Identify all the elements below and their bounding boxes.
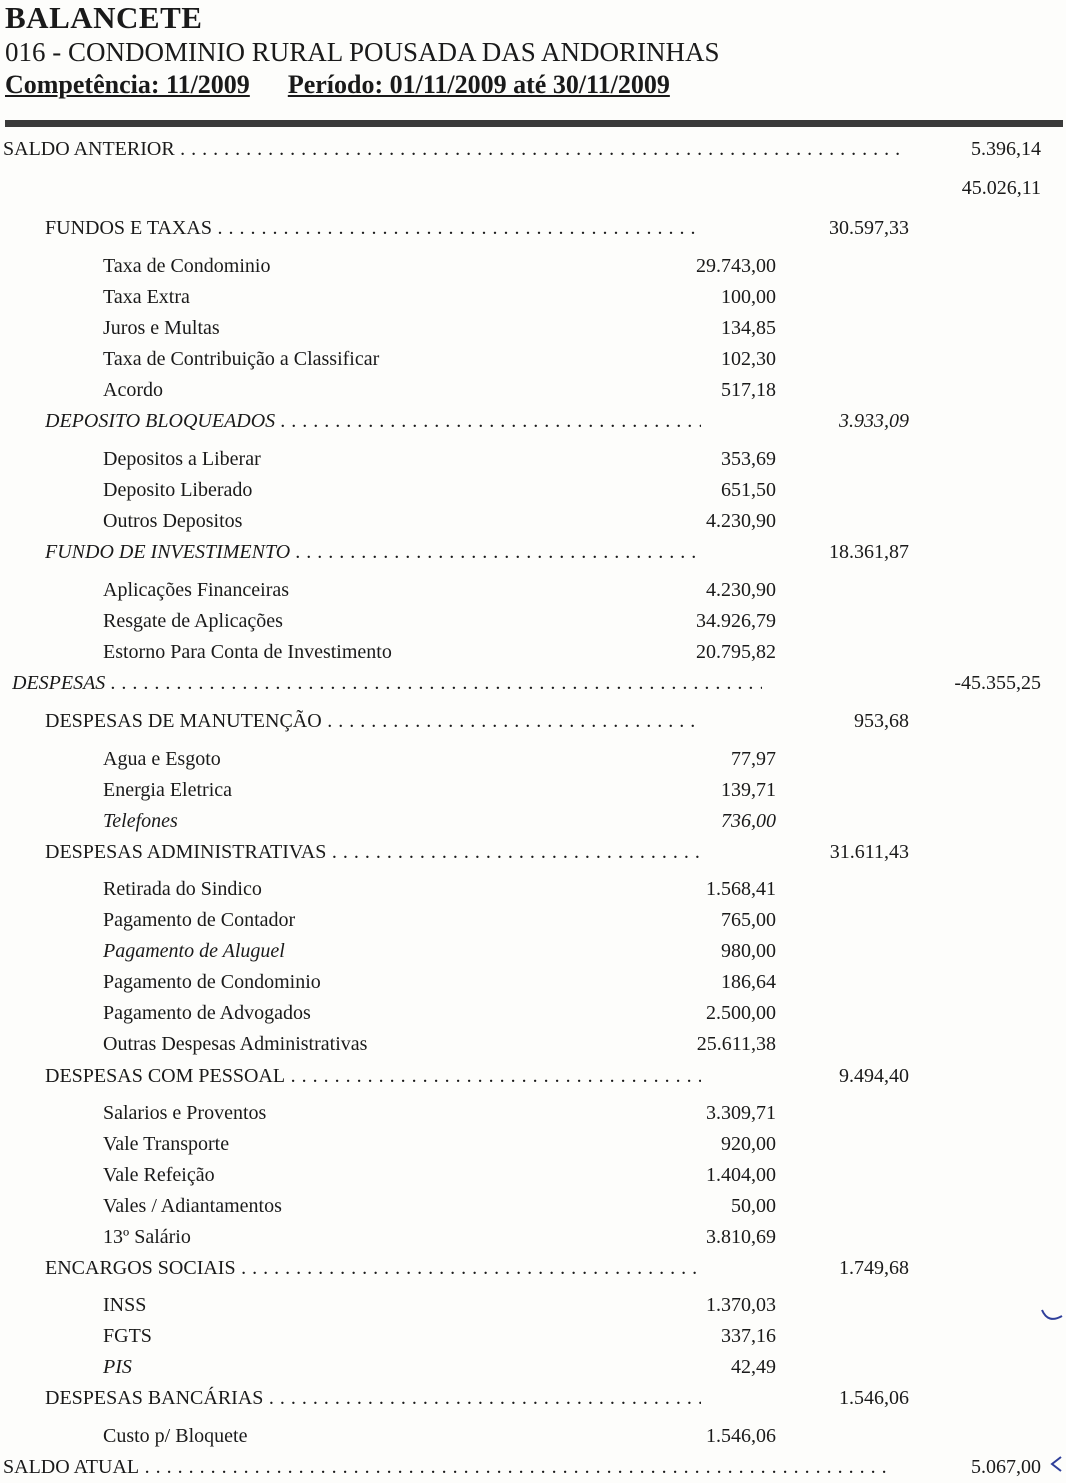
item-value: 651,50 bbox=[721, 479, 776, 501]
item-value: 1.404,00 bbox=[706, 1164, 776, 1186]
item-row bbox=[0, 1421, 1066, 1452]
item-value: 100,00 bbox=[721, 286, 776, 308]
item-row bbox=[0, 1352, 1066, 1383]
group-row bbox=[0, 706, 1066, 737]
group-total: 1.749,68 bbox=[839, 1257, 909, 1279]
item-label: Vale Transporte bbox=[103, 1133, 230, 1155]
item-row bbox=[0, 1222, 1066, 1253]
group-row bbox=[0, 1061, 1066, 1092]
condominium-name: 016 - CONDOMINIO RURAL POUSADA DAS ANDORINHAS bbox=[5, 37, 720, 67]
saldo-anterior-label: SALDO ANTERIOR . . . bbox=[3, 134, 901, 165]
item-row bbox=[0, 998, 1066, 1029]
item-row bbox=[0, 575, 1066, 606]
item-label: Pagamento de Contador bbox=[103, 909, 296, 931]
item-row bbox=[0, 606, 1066, 637]
group-row bbox=[0, 213, 1066, 244]
item-label: Agua e Esgoto bbox=[103, 748, 221, 770]
group-total: 30.597,33 bbox=[829, 217, 909, 239]
item-row bbox=[0, 506, 1066, 537]
item-row bbox=[0, 936, 1066, 967]
item-value: 102,30 bbox=[721, 348, 776, 370]
item-row bbox=[0, 905, 1066, 936]
group-row bbox=[0, 1383, 1066, 1414]
item-label: Taxa Extra bbox=[103, 286, 190, 308]
period-line bbox=[5, 70, 670, 100]
item-value: 139,71 bbox=[721, 779, 776, 801]
receitas-total-value: 45.026,11 bbox=[961, 177, 1041, 199]
saldo-anterior-value: 5.396,14 bbox=[971, 138, 1041, 160]
saldo-anterior-row bbox=[0, 134, 1066, 165]
item-row bbox=[0, 1098, 1066, 1129]
item-label: Deposito Liberado bbox=[103, 479, 253, 501]
item-value: 134,85 bbox=[721, 317, 776, 339]
item-row bbox=[0, 344, 1066, 375]
item-row bbox=[0, 251, 1066, 282]
item-label: INSS bbox=[103, 1294, 147, 1316]
item-value: 29.743,00 bbox=[696, 255, 776, 277]
item-label: Depositos a Liberar bbox=[103, 448, 261, 470]
item-row bbox=[0, 313, 1066, 344]
item-label: Resgate de Aplicações bbox=[103, 610, 283, 632]
item-label: 13º Salário bbox=[103, 1226, 191, 1248]
item-value: 517,18 bbox=[721, 379, 776, 401]
item-value: 337,16 bbox=[721, 1325, 776, 1347]
item-label: Pagamento de Aluguel bbox=[103, 940, 285, 962]
item-row bbox=[0, 806, 1066, 837]
group-label: DESPESAS BANCÁRIAS . . . bbox=[45, 1383, 701, 1414]
saldo-atual-row bbox=[0, 1452, 1066, 1483]
report-title: BALANCETE bbox=[5, 0, 203, 35]
item-value: 25.611,38 bbox=[696, 1033, 776, 1055]
item-row bbox=[0, 967, 1066, 998]
item-label: Outras Despesas Administrativas bbox=[103, 1033, 368, 1055]
item-value: 50,00 bbox=[731, 1195, 776, 1217]
group-label: FUNDOS E TAXAS . . . bbox=[45, 213, 701, 244]
item-value: 1.546,06 bbox=[706, 1425, 776, 1447]
item-value: 920,00 bbox=[721, 1133, 776, 1155]
item-value: 1.370,03 bbox=[706, 1294, 776, 1316]
item-row bbox=[0, 444, 1066, 475]
item-value: 765,00 bbox=[721, 909, 776, 931]
item-row bbox=[0, 874, 1066, 905]
item-value: 3.309,71 bbox=[706, 1102, 776, 1124]
item-row bbox=[0, 1129, 1066, 1160]
item-label: Salarios e Proventos bbox=[103, 1102, 267, 1124]
item-label: Vales / Adiantamentos bbox=[103, 1195, 282, 1217]
group-row bbox=[0, 1253, 1066, 1284]
item-label: FGTS bbox=[103, 1325, 152, 1347]
group-total: 31.611,43 bbox=[829, 841, 909, 863]
item-label: PIS bbox=[103, 1356, 132, 1378]
item-value: 3.810,69 bbox=[706, 1226, 776, 1248]
competencia-label: Competência: 11/2009 bbox=[5, 70, 250, 99]
despesas-row bbox=[0, 668, 1066, 699]
group-label: DESPESAS DE MANUTENÇÃO . . . bbox=[45, 706, 701, 737]
group-total: 3.933,09 bbox=[839, 410, 909, 432]
receitas-total-row bbox=[0, 173, 1066, 204]
group-total: 1.546,06 bbox=[839, 1387, 909, 1409]
item-label: Retirada do Sindico bbox=[103, 878, 262, 900]
despesas-value: -45.355,25 bbox=[954, 672, 1041, 694]
item-row bbox=[0, 1160, 1066, 1191]
group-label: DESPESAS ADMINISTRATIVAS . . . bbox=[45, 837, 701, 868]
item-row bbox=[0, 1029, 1066, 1060]
pen-check-mark bbox=[1038, 1300, 1064, 1326]
group-row bbox=[0, 537, 1066, 568]
item-label: Telefones bbox=[103, 810, 178, 832]
item-label: Vale Refeição bbox=[103, 1164, 215, 1186]
group-label: DEPOSITO BLOQUEADOS . . . bbox=[45, 406, 701, 437]
item-row bbox=[0, 637, 1066, 668]
item-label: Aplicações Financeiras bbox=[103, 579, 290, 601]
item-label: Acordo bbox=[103, 379, 163, 401]
item-row bbox=[0, 744, 1066, 775]
item-row bbox=[0, 375, 1066, 406]
despesas-label: DESPESAS . . . bbox=[12, 668, 762, 699]
pen-check-mark bbox=[1048, 1453, 1064, 1475]
item-value: 1.568,41 bbox=[706, 878, 776, 900]
item-row bbox=[0, 1191, 1066, 1222]
item-value: 736,00 bbox=[721, 810, 776, 832]
group-label: FUNDO DE INVESTIMENTO . . . bbox=[45, 537, 701, 568]
group-row bbox=[0, 837, 1066, 868]
group-total: 9.494,40 bbox=[839, 1065, 909, 1087]
item-label: Pagamento de Condominio bbox=[103, 971, 321, 993]
item-value: 2.500,00 bbox=[706, 1002, 776, 1024]
item-value: 4.230,90 bbox=[706, 510, 776, 532]
item-row bbox=[0, 1321, 1066, 1352]
group-label: DESPESAS COM PESSOAL . . . bbox=[45, 1061, 701, 1092]
group-row bbox=[0, 406, 1066, 437]
item-value: 42,49 bbox=[731, 1356, 776, 1378]
item-label: Taxa de Condominio bbox=[103, 255, 271, 277]
item-label: Taxa de Contribuição a Classificar bbox=[103, 348, 380, 370]
saldo-atual-label: SALDO ATUAL . . . bbox=[3, 1452, 893, 1483]
item-value: 20.795,82 bbox=[696, 641, 776, 663]
item-row bbox=[0, 282, 1066, 313]
item-value: 34.926,79 bbox=[696, 610, 776, 632]
header-divider bbox=[5, 120, 1063, 127]
item-value: 77,97 bbox=[731, 748, 776, 770]
item-row bbox=[0, 775, 1066, 806]
item-label: Juros e Multas bbox=[103, 317, 220, 339]
group-label: ENCARGOS SOCIAIS . . . bbox=[45, 1253, 701, 1284]
item-label: Custo p/ Bloquete bbox=[103, 1425, 248, 1447]
saldo-atual-value: 5.067,00 bbox=[971, 1456, 1041, 1478]
item-label: Energia Eletrica bbox=[103, 779, 233, 801]
item-row bbox=[0, 475, 1066, 506]
group-total: 953,68 bbox=[854, 710, 909, 732]
item-row bbox=[0, 1290, 1066, 1321]
item-label: Pagamento de Advogados bbox=[103, 1002, 311, 1024]
item-label: Outros Depositos bbox=[103, 510, 243, 532]
item-value: 186,64 bbox=[721, 971, 776, 993]
group-total: 18.361,87 bbox=[829, 541, 909, 563]
item-value: 4.230,90 bbox=[706, 579, 776, 601]
item-value: 353,69 bbox=[721, 448, 776, 470]
item-value: 980,00 bbox=[721, 940, 776, 962]
periodo-label: Período: 01/11/2009 até 30/11/2009 bbox=[287, 70, 670, 99]
item-label: Estorno Para Conta de Investimento bbox=[103, 641, 392, 663]
